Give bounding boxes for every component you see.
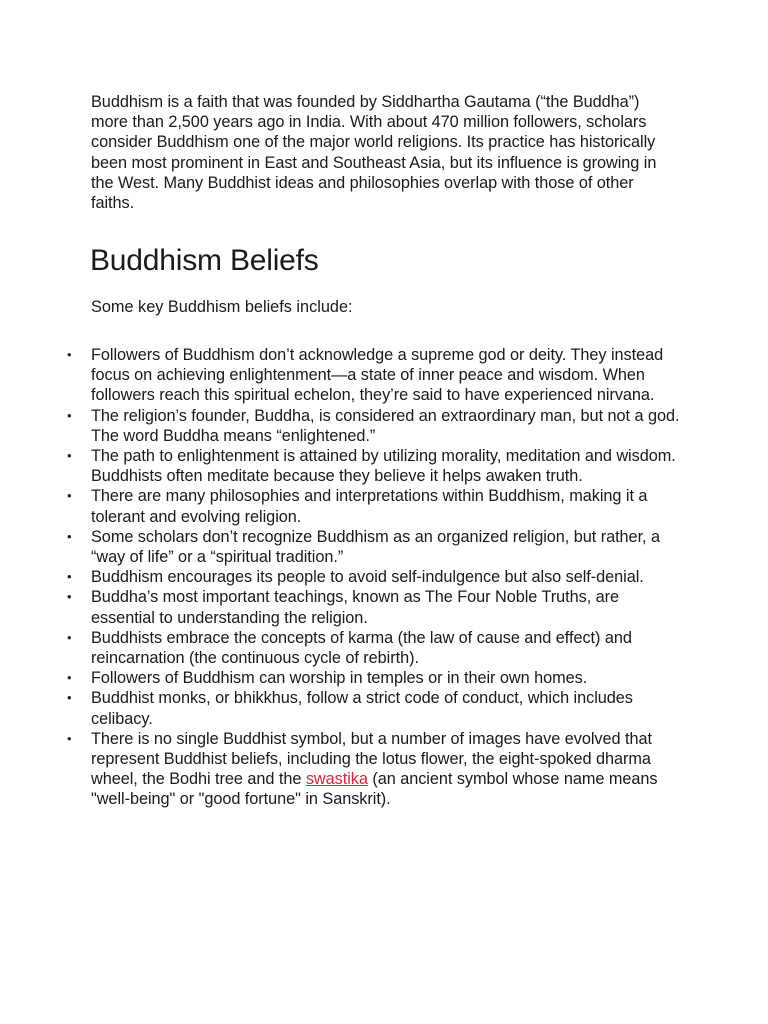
bullet-icon: • bbox=[67, 629, 72, 645]
list-item-text: Buddhist monks, or bhikkhus, follow a strict code of conduct, which includes celibacy. bbox=[91, 689, 633, 728]
swastika-link[interactable]: swastika bbox=[305, 770, 368, 789]
intro-paragraph: Buddhism is a faith that was founded by Siddhartha Gautama (“the Buddha”) more than 2,500 years ago in India. With about 470 million followers, scholars consider Buddhism one of the major world religions. Its practice has historically been most prominent in East and Southeast Asia, but its influence is growing in the West. Many Buddhist ideas and philosophies overlap with those of other faiths. bbox=[91, 93, 657, 213]
list-item bbox=[67, 486, 681, 526]
list-item-text-before-link: There is no single Buddhist symbol, but a number of images have evolved that represent Buddhist beliefs, including the lotus flower, the eight-spoked dharma wheel, the Bodhi tree and the bbox=[91, 729, 652, 789]
beliefs-intro: Some key Buddhism beliefs include: bbox=[91, 298, 353, 316]
list-item bbox=[67, 527, 681, 567]
list-item-text: The religion’s founder, Buddha, is considered an extraordinary man, but not a god. The word Buddha means “enlightened.” bbox=[91, 406, 680, 445]
bullet-icon: • bbox=[67, 407, 72, 423]
bullet-icon: • bbox=[67, 528, 72, 544]
bullet-icon: • bbox=[67, 589, 72, 605]
bullet-icon: • bbox=[67, 690, 72, 706]
list-item bbox=[67, 729, 681, 810]
bullet-icon: • bbox=[67, 670, 72, 686]
list-item bbox=[67, 587, 681, 627]
list-item-text: Buddha’s most important teachings, known as The Four Noble Truths, are essential to understanding the religion. bbox=[91, 588, 620, 627]
list-item-text: Followers of Buddhism can worship in temples or in their own homes. bbox=[91, 669, 588, 688]
list-item-text: Buddhists embrace the concepts of karma (the law of cause and effect) and reincarnation (the continuous cycle of rebirth). bbox=[91, 628, 632, 668]
list-item bbox=[67, 446, 681, 486]
bullet-icon: • bbox=[67, 569, 72, 585]
list-item-text: Some scholars don’t recognize Buddhism as an organized religion, but rather, a “way of life” or a “spiritual tradition.” bbox=[91, 527, 660, 567]
list-item bbox=[67, 628, 681, 668]
list-item-text: Buddhism encourages its people to avoid self-indulgence but also self-denial. bbox=[91, 568, 644, 587]
list-item bbox=[67, 688, 681, 728]
list-item-text: The path to enlightenment is attained by utilizing morality, meditation and wisdom. Buddhists often meditate because they believe it helps awaken truth. bbox=[91, 447, 676, 486]
list-item bbox=[67, 567, 681, 587]
list-item bbox=[67, 345, 681, 406]
bullet-icon: • bbox=[67, 347, 72, 362]
bullet-icon: • bbox=[67, 730, 72, 746]
list-item-text-after-link: (an ancient symbol whose name means "well-being" or "good fortune" in Sanskrit). bbox=[91, 770, 658, 809]
bullet-icon: • bbox=[67, 448, 72, 464]
section-heading: Buddhism Beliefs bbox=[90, 244, 319, 277]
list-item-text: Followers of Buddhism don’t acknowledge a supreme god or deity. They instead focus on achieving enlightenment—a state of inner peace and wisdom. When followers reach this spiritual echelon, they’re said to have experienced nirvana. bbox=[91, 346, 664, 405]
list-item bbox=[67, 668, 681, 688]
list-item-text: There are many philosophies and interpretations within Buddhism, making it a tolerant and evolving religion. bbox=[91, 487, 648, 526]
beliefs-list bbox=[67, 345, 681, 810]
list-item bbox=[67, 406, 681, 446]
bullet-icon: • bbox=[67, 488, 72, 504]
